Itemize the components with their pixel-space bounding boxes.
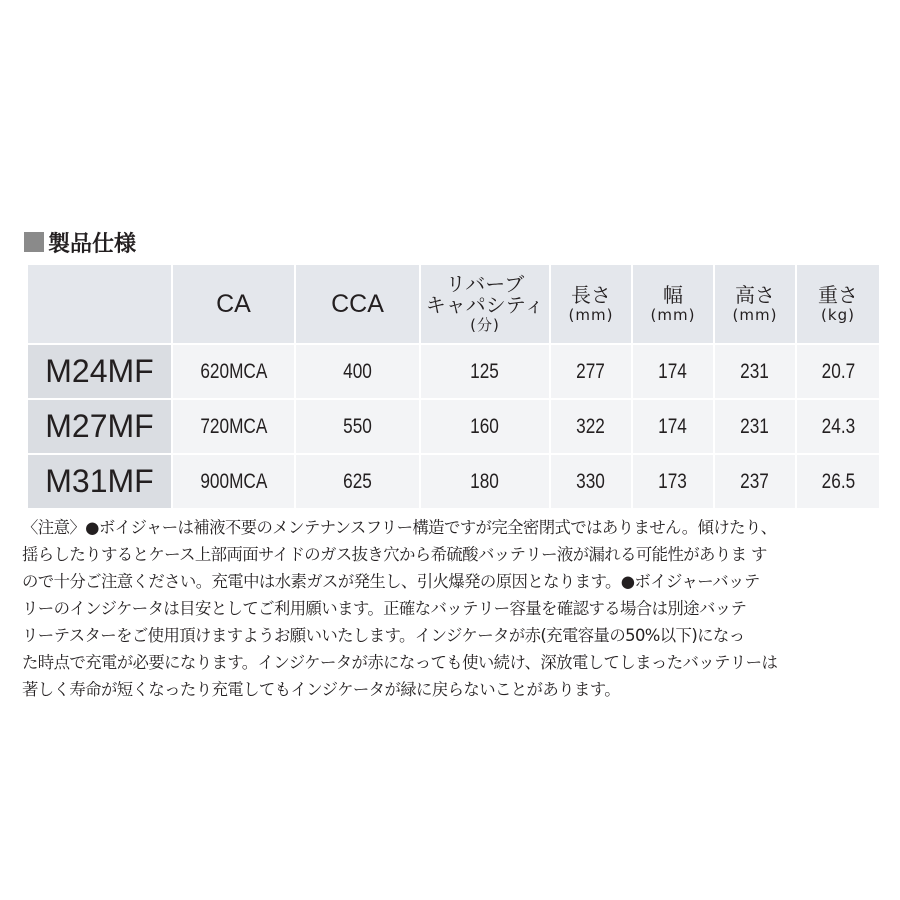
caution-note	[22, 514, 884, 703]
width-cell: 174	[632, 399, 714, 454]
table-header-row	[27, 264, 880, 344]
note-line: ので十分ご注意ください。充電中は水素ガスが発生し、引火爆発の原因となります。●ボイジャーバッテ	[22, 572, 760, 591]
cca-cell: 625	[295, 454, 420, 509]
note-line: た時点で充電が必要になります。インジケータが赤になっても使い続け、深放電してしまったバッテリーは	[22, 653, 778, 672]
reserve-cell: 160	[420, 399, 550, 454]
weight-cell: 24.3	[796, 399, 880, 454]
length-cell: 330	[550, 454, 632, 509]
ca-cell: 720MCA	[172, 399, 295, 454]
header-height: 高さ (mm)	[714, 264, 796, 344]
width-cell: 174	[632, 344, 714, 399]
header-width: 幅 (mm)	[632, 264, 714, 344]
header-reserve-capacity: リバーブ キャパシティ (分)	[420, 264, 550, 344]
width-cell: 173	[632, 454, 714, 509]
note-line: リーテスターをご使用頂けますようお願いいたします。インジケータが赤(充電容量の50%以下)になっ	[22, 626, 745, 645]
cca-cell: 400	[295, 344, 420, 399]
ca-cell: 900MCA	[172, 454, 295, 509]
note-line: 〈注意〉●ボイジャーは補液不要のメンテナンスフリー構造ですが完全密閉式ではありません。傾けたり、	[22, 518, 777, 537]
note-line: 著しく寿命が短くなったり充電してもインジケータが緑に戻らないことがあります。	[22, 680, 620, 699]
section-title	[24, 226, 136, 258]
table-row	[27, 344, 880, 399]
height-cell: 237	[714, 454, 796, 509]
length-cell: 322	[550, 399, 632, 454]
cca-cell: 550	[295, 399, 420, 454]
header-cca: CCA	[295, 264, 420, 344]
section-title-text: 製品仕様	[48, 231, 137, 257]
header-length: 長さ (mm)	[550, 264, 632, 344]
square-bullet-icon	[24, 232, 44, 252]
weight-cell: 26.5	[796, 454, 880, 509]
model-cell: M24MF	[27, 344, 172, 399]
reserve-cell: 125	[420, 344, 550, 399]
weight-cell: 20.7	[796, 344, 880, 399]
note-line: リーのインジケータは目安としてご利用願います。正確なバッテリー容量を確認する場合は別途バッテ	[22, 599, 747, 618]
table-row	[27, 399, 880, 454]
model-cell: M27MF	[27, 399, 172, 454]
header-ca: CA	[172, 264, 295, 344]
header-weight: 重さ (kg)	[796, 264, 880, 344]
note-line: 揺らしたりするとケース上部両面サイドのガス抜き穴から希硫酸バッテリー液が漏れる可能性がありま す	[22, 545, 767, 564]
ca-cell: 620MCA	[172, 344, 295, 399]
height-cell: 231	[714, 399, 796, 454]
table-row	[27, 454, 880, 509]
height-cell: 231	[714, 344, 796, 399]
spec-table	[26, 263, 881, 510]
header-blank-cell	[27, 264, 172, 344]
model-cell: M31MF	[27, 454, 172, 509]
length-cell: 277	[550, 344, 632, 399]
reserve-cell: 180	[420, 454, 550, 509]
